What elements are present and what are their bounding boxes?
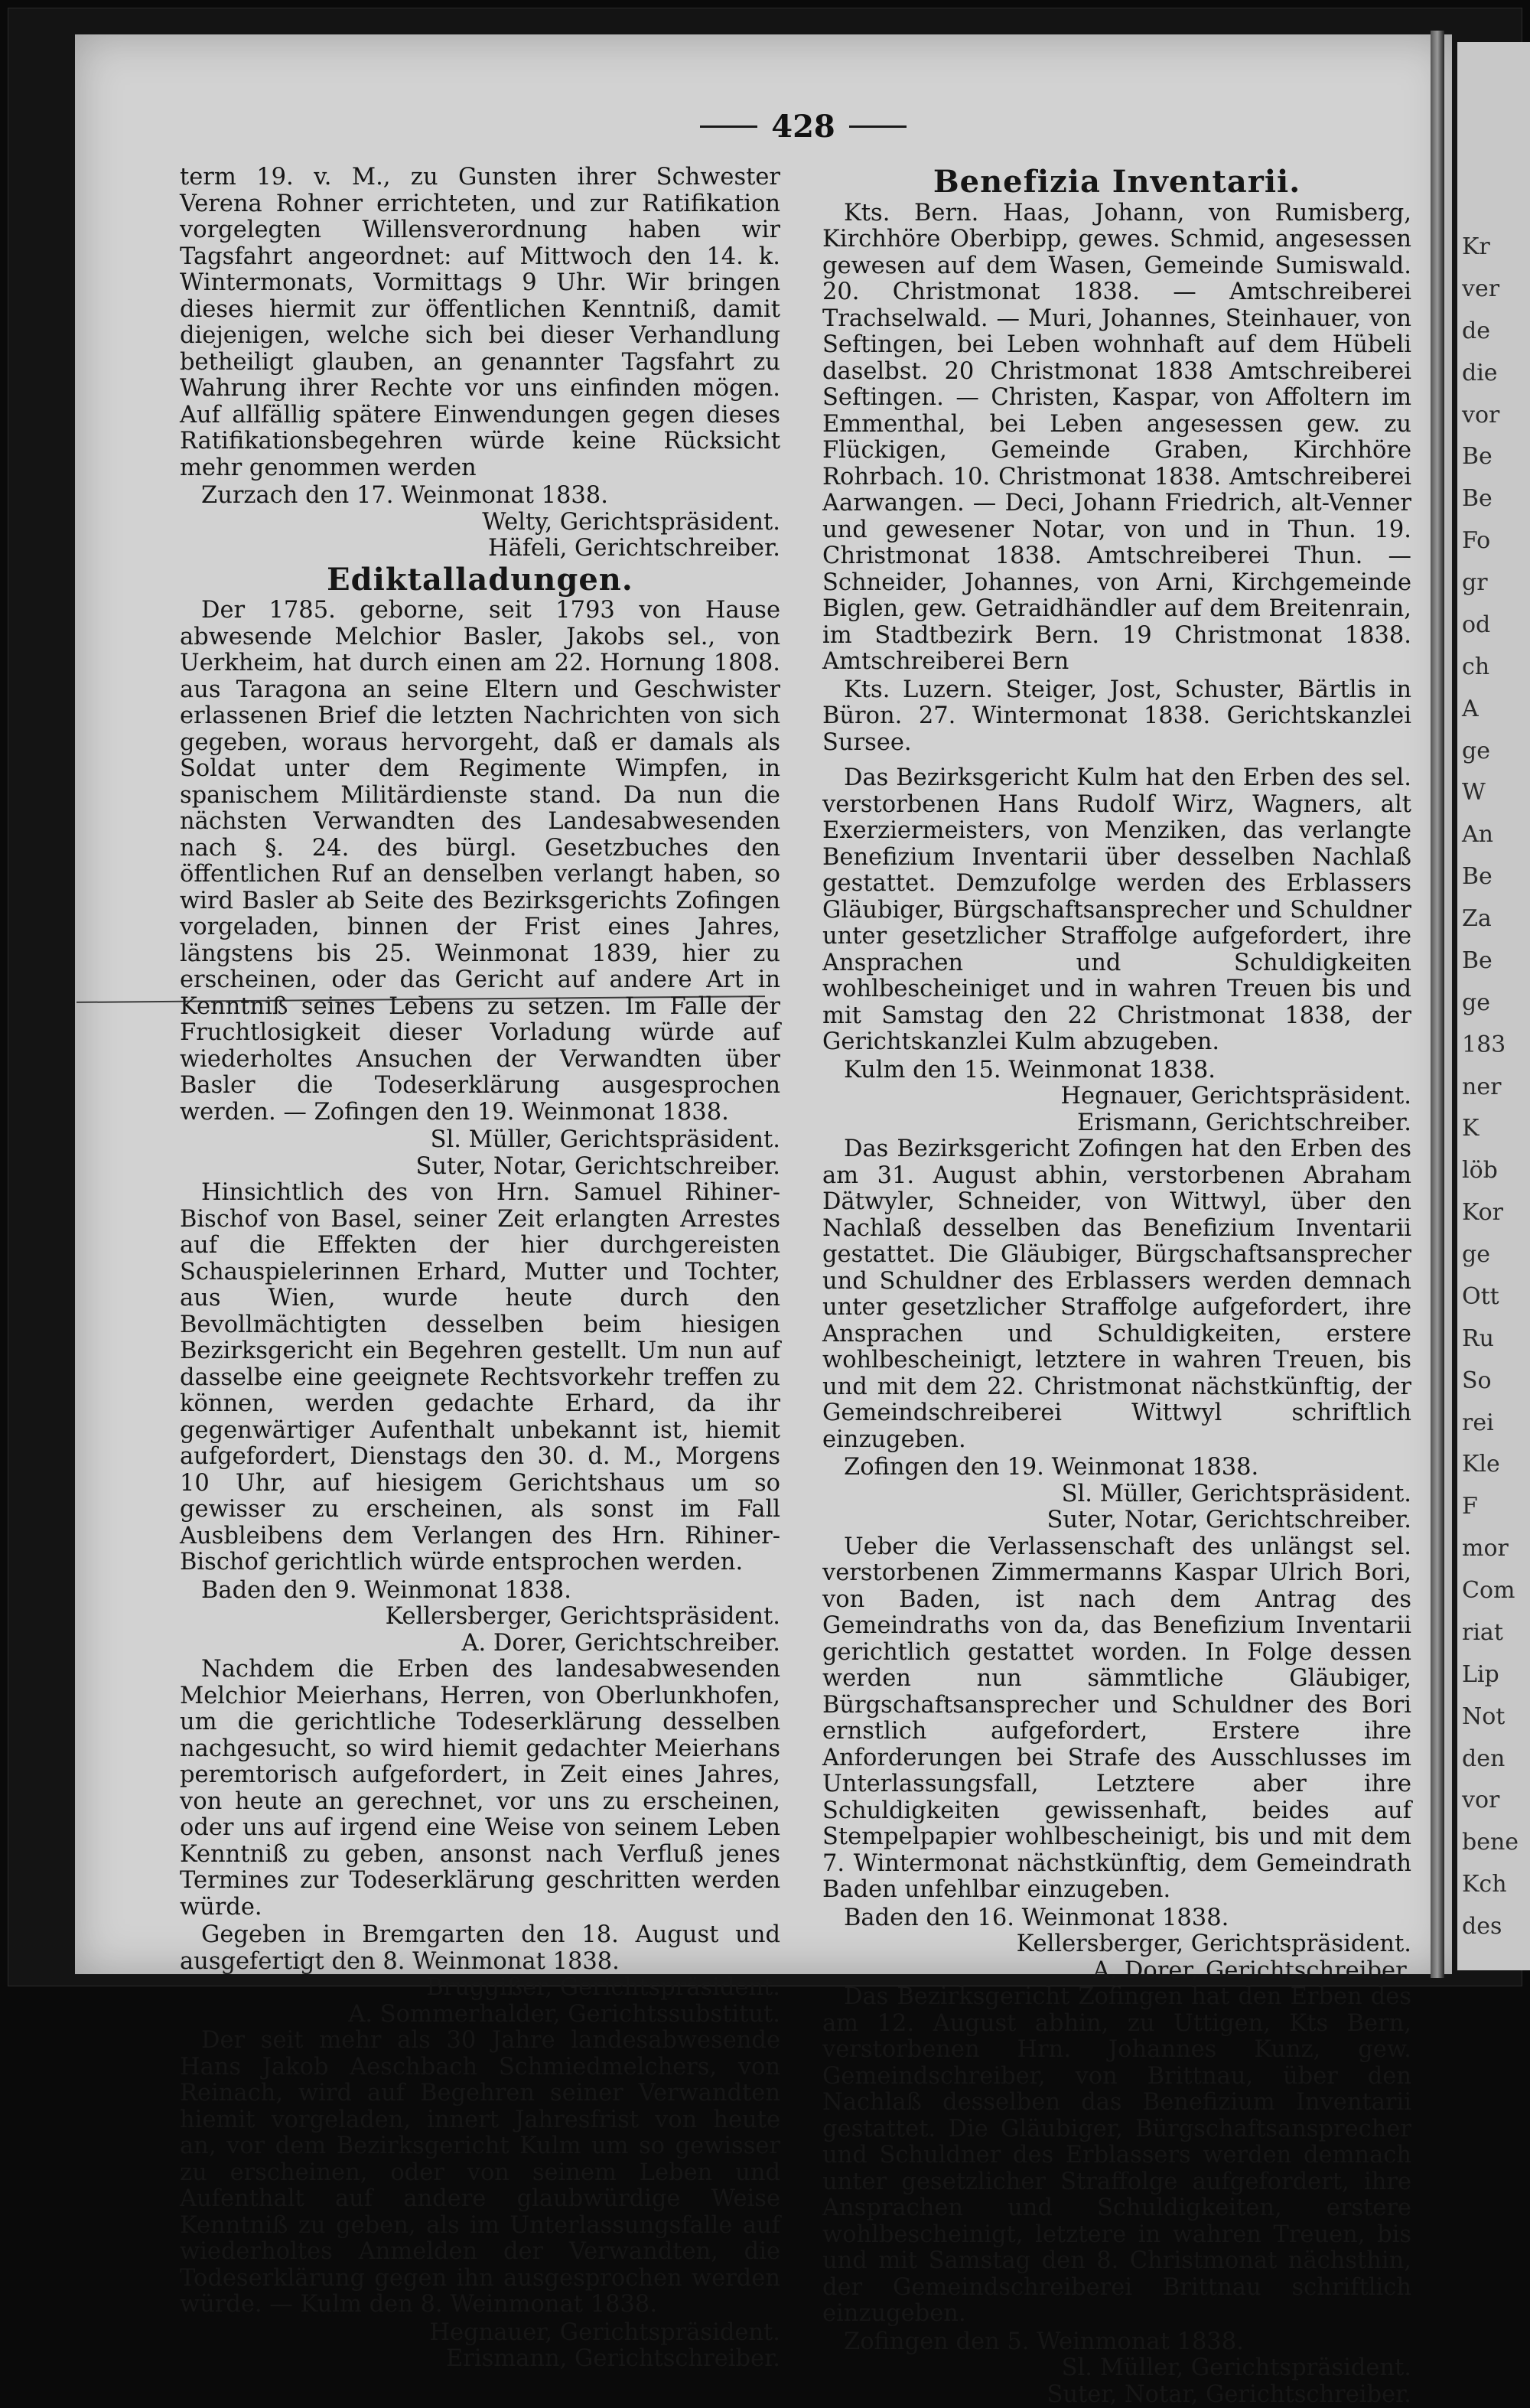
signature: Erismann, Gerichtschreiber. <box>822 1110 1411 1137</box>
notice-date: Kulm den 15. Weinmonat 1838. <box>822 1057 1411 1084</box>
signature: Hegnauer, Gerichtspräsident. <box>180 2320 780 2347</box>
signature: Sl. Müller, Gerichtspräsident. <box>822 2355 1411 2382</box>
notice-ratification: term 19. v. M., zu Gunsten ihrer Schwester Verena Rohner errichteten, und zur Ratifikation vorgelegten Willensverordnung haben wir Tagsfahrt angeordnet: auf Mittwoch den 14. k. Wintermonats, Vormittags 9 Uhr. Wir bringen dieses hiermit zur öffentlichen Kenntniß, damit diejenigen, welche sich bei dieser Verhandlung betheiligt glauben, an genannter Tagsfahrt zu Wahrung ihrer Rechte vor uns einfinden mögen. Auf allfällig spätere Einwendungen gegen dieses Ratifikationsbegehren würde keine Rücksicht mehr genommen werden <box>180 165 780 481</box>
adjacent-page-fragment: 183 <box>1462 1031 1506 1058</box>
adjacent-page-fragment: Kch <box>1462 1871 1507 1898</box>
signature: A. Dorer, Gerichtschreiber. <box>822 1958 1411 1985</box>
adjacent-page-fragment: W <box>1462 779 1486 806</box>
notice-date: Baden den 9. Weinmonat 1838. <box>180 1578 780 1605</box>
adjacent-page-fragment: ch <box>1462 653 1489 680</box>
adjacent-page-fragment: ge <box>1462 738 1490 764</box>
adjacent-page-fragment: ge <box>1462 989 1490 1016</box>
left-column <box>180 165 780 2373</box>
notice-erhard: Hinsichtlich des von Hrn. Samuel Rihiner-Bischof von Basel, seiner Zeit erlangten Arrestes auf die Effekten der hier durchgereisten Schauspielerinnen Erhard, Mutter und Tochter, aus Wien, wurde heute durch den Bevollmächtigten desselben beim hiesigen Bezirksgericht ein Begehren gestellt. Um nun auf dasselbe eine geeignete Rechtsvorkehr treffen zu können, werden gedachte Erhard, da ihr gegenwärtiger Aufenthalt unbekannt ist, hiemit aufgefordert, Dienstags den 30. d. M., Morgens 10 Uhr, auf hiesigem Gerichtshaus um so gewisser zu erscheinen, als sonst im Fall Ausbleibens dem Verlangen des Hrn. Rihiner-Bischof gerichtlich würde entsprochen werden. <box>180 1180 780 1576</box>
adjacent-page-fragment: den <box>1462 1745 1505 1772</box>
adjacent-page-strip <box>1457 42 1530 1970</box>
adjacent-page-fragment: mor <box>1462 1535 1509 1562</box>
adjacent-page-fragment: löb <box>1462 1157 1498 1184</box>
signature: Kellersberger, Gerichtspräsident. <box>822 1931 1411 1958</box>
section-heading-benefizia: Benefizia Inventarii. <box>822 169 1411 196</box>
adjacent-page-fragment: Kr <box>1462 233 1490 260</box>
adjacent-page-fragment: od <box>1462 611 1490 638</box>
adjacent-page-fragment: Com <box>1462 1577 1515 1604</box>
signature: Sl. Müller, Gerichtspräsident. <box>822 1481 1411 1508</box>
signature: Hegnauer, Gerichtspräsident. <box>822 1083 1411 1110</box>
notice-bern-list: Kts. Bern. Haas, Johann, von Rumisberg, Kirchhöre Oberbipp, gewes. Schmid, angesessen gewesen auf dem Wasen, Gemeinde Sumiswald. 20. Christmonat 1838. — Amtschreiberei Trachselwald. — Muri, Johannes, Steinhauer, von Seftingen, bei Leben wohnhaft auf dem Hübeli daselbst. 20 Christmonat 1838 Amtschreiberei Seftingen. — Christen, Kaspar, von Affoltern im Emmenthal, bei Leben angesessen gew. zu Flückigen, Gemeinde Graben, Kirchhöre Rohrbach. 10. Christmonat 1838. Amtschreiberei Aarwangen. — Deci, Johann Friedrich, alt-Venner und gewesener Notar, von und in Thun. 19. Christmonat 1838. Amtschreiberei Thun. — Schneider, Johannes, von Arni, Kirchgemeinde Biglen, gew. Getraidhändler auf dem Breitenrain, im Stadtbezirk Bern. 19 Christmonat 1838. Amtschreiberei Bern <box>822 200 1411 676</box>
notice-daetwyler: Das Bezirksgericht Zofingen hat den Erben des am 31. August abhin, verstorbenen Abraham Dätwyler, Schneider, von Wittwyl, über den Nachlaß desselben das Benefizium Inventarii gestattet. Die Gläubiger, Bürgschaftsansprecher und Schuldner des Erblassers werden demnach unter gesetzlicher Straffolge aufgefordert, ihre Ansprachen und Schuldigkeiten, erstere wohlbescheinigt, letztere in wahren Treuen, bis und mit dem 22. Christmonat nächstkünftig, der Gemeindschreiberei Wittwyl schriftlich einzugeben. <box>822 1136 1411 1453</box>
adjacent-page-fragment: Kle <box>1462 1451 1500 1478</box>
adjacent-page-fragment: vor <box>1462 402 1499 428</box>
adjacent-page-fragment: vor <box>1462 1787 1499 1813</box>
adjacent-page-fragment: die <box>1462 360 1498 386</box>
signature: Suter, Notar, Gerichtschreiber. <box>822 1507 1411 1534</box>
notice-basler: Der 1785. geborne, seit 1793 von Hause abwesende Melchior Basler, Jakobs sel., von Uerkheim, hat durch einen am 22. Hornung 1808. aus Taragona an seine Eltern und Geschwister erlassenen Brief die letzten Nachrichten von sich gegeben, woraus hervorgeht, daß er damals als Soldat unter dem Regimente Wimpfen, in spanischem Militärdienste stand. Da nun die nächsten Verwandten des Landesabwesenden nach §. 24. des bürgl. Gesetzbuches den öffentlichen Ruf an denselben verlangt haben, so wird Basler ab Seite des Bezirksgerichts Zofingen vorgeladen, binnen der Frist eines Jahres, längstens bis 25. Weinmonat 1839, hier zu erscheinen, oder das Gericht auf andere Art in Kenntniß seines Lebens zu setzen. Im Falle der Fruchtlosigkeit dieser Vorladung würde auf wiederholtes Ansuchen der Verwandten über Basler die Todeserklärung ausgesprochen werden. — Zofingen den 19. Weinmonat 1838. <box>180 598 780 1126</box>
adjacent-page-fragment: des <box>1462 1913 1502 1940</box>
adjacent-page-fragment: Be <box>1462 947 1493 974</box>
adjacent-page-fragment: bene <box>1462 1829 1519 1856</box>
page-number-text: 428 <box>771 109 835 145</box>
right-column <box>822 165 1411 2408</box>
adjacent-page-fragment: Be <box>1462 443 1493 470</box>
notice-luzern: Kts. Luzern. Steiger, Jost, Schuster, Bärtlis in Büron. 27. Wintermonat 1838. Gerichtskanzlei Sursee. <box>822 677 1411 757</box>
adjacent-page-fragment: de <box>1462 318 1490 344</box>
adjacent-page-fragment: ver <box>1462 275 1499 302</box>
notice-kunz: Das Bezirksgericht Zofingen hat den Erben des am 12. August abhin, zu Uttigen, Kts Bern, verstorbenen Hrn. Johannes Kunz, gew. Gemeindschreiber, von Brittnau, über den Nachlaß desselben das Benefizium Inventarii gestattet. Die Gläubiger, Bürgschaftsansprecher und Schuldner des Erblassers werden demnach unter gesetzlicher Straffolge aufgefordert, ihre Ansprachen und Schuldigkeiten, erstere wohlbescheinigt, letztere in wahren Treuen, bis und mit Samstag den 8. Christmonat nächsthin, der Gemeindschreiberei Brittnau schriftlich einzugeben. <box>822 1984 1411 2328</box>
adjacent-page-fragment: Lip <box>1462 1661 1499 1688</box>
signature: Häfeli, Gerichtschreiber. <box>180 536 780 562</box>
signature: A. Dorer, Gerichtschreiber. <box>180 1631 780 1657</box>
adjacent-page-fragment: Be <box>1462 485 1493 512</box>
signature: A. Sommerhalder, Gerichtssubstitut. <box>180 2002 780 2028</box>
notice-date: Gegeben in Bremgarten den 18. August und ausgefertigt den 8. Weinmonat 1838. <box>180 1922 780 1975</box>
adjacent-page-fragment: An <box>1462 821 1493 848</box>
adjacent-page-fragment: Ru <box>1462 1325 1494 1352</box>
notice-bori: Ueber die Verlassenschaft des unlängst sel. verstorbenen Zimmermanns Kaspar Ulrich Bori, von Baden, ist nach dem Antrag des Gemeindraths von da, das Benefizium Inventarii gerichtlich gestattet worden. In Folge dessen werden nun sämmtliche Gläubiger, Bürgschaftsansprecher und Schuldner des Bori ernstlich aufgefordert, Erstere ihre Anforderungen bei Strafe des Ausschlusses im Unterlassungsfall, Letztere aber ihre Schuldigkeiten gewissenhaft, beides auf Stempelpapier wohlbescheinigt, bis und mit dem 7. Wintermonat nächstkünftig, dem Gemeindrath Baden unfehlbar einzugeben. <box>822 1534 1411 1904</box>
notice-date: Zurzach den 17. Weinmonat 1838. <box>180 483 780 510</box>
signature: Welty, Gerichtspräsident. <box>180 510 780 536</box>
page-fold-edge <box>1431 31 1444 1978</box>
signature: Suter, Notar, Gerichtschreiber. <box>822 2382 1411 2408</box>
notice-wirz: Das Bezirksgericht Kulm hat den Erben des sel. verstorbenen Hans Rudolf Wirz, Wagners, alt Exerziermeisters, von Menziken, das verlangte Benefizium Inventarii über desselben Nachlaß gestattet. Demzufolge werden des Erblassers Gläubiger, Bürgschaftsansprecher und Schuldner unter gesetzlicher Straffolge aufgefordert, ihre Ansprachen und Schuldigkeiten wohlbescheiniget und in wahren Treuen bis und mit Samstag den 22 Christmonat 1838, der Gerichtskanzlei Kulm abzugeben. <box>822 765 1411 1056</box>
adjacent-page-fragment: ner <box>1462 1074 1501 1100</box>
signature: Suter, Notar, Gerichtschreiber. <box>180 1154 780 1181</box>
page-number-rule-left <box>700 125 757 128</box>
adjacent-page-fragment: A <box>1462 696 1479 722</box>
adjacent-page-fragment: Kor <box>1462 1199 1503 1226</box>
signature: Sl. Müller, Gerichtspräsident. <box>180 1127 780 1154</box>
adjacent-page-fragment: Not <box>1462 1703 1505 1730</box>
adjacent-page-fragment: So <box>1462 1367 1492 1394</box>
signature: Kellersberger, Gerichtspräsident. <box>180 1604 780 1631</box>
page-number <box>700 107 907 145</box>
notice-date: Baden den 16. Weinmonat 1838. <box>822 1905 1411 1932</box>
adjacent-page-fragment: gr <box>1462 569 1488 596</box>
notice-aeschbach: Der seit mehr als 30 Jahre landesabwesende Hans Jakob Aeschbach Schmiedmelchers, von Reinach, wird auf Begehren seiner Verwandten hiemit vorgeladen, innert Jahresfrist von heute an, vor dem Bezirksgericht Kulm um so gewisser zu erscheinen, oder von seinem Leben und Aufenthalt auf andere glaubwürdige Weise Kenntniß zu geben, als im Unterlassungsfalle auf wiederholtes Anmelden der Verwandten, die Todeserklärung gegen ihn ausgesprochen werden würde. — Kulm den 8. Weinmonat 1838. <box>180 2028 780 2318</box>
notice-meierhans: Nachdem die Erben des landesabwesenden Melchior Meierhans, Herren, von Oberlunkhofen, um die gerichtliche Todeserklärung desselben nachgesucht, so wird hiemit gedachter Meierhans peremtorisch aufgefordert, in Zeit eines Jahres, von heute an gerechnet, vor uns zu erscheinen, oder uns auf irgend eine Weise von seinem Leben Kenntniß zu geben, ansonst nach Verfluß jenes Termines zur Todeserklärung geschritten werden würde. <box>180 1657 780 1921</box>
adjacent-page-fragment: rei <box>1462 1409 1494 1436</box>
adjacent-page-fragment: Ott <box>1462 1283 1499 1310</box>
adjacent-page-fragment: ge <box>1462 1241 1490 1268</box>
adjacent-page-fragment: Fo <box>1462 527 1490 554</box>
adjacent-page-fragment: K <box>1462 1115 1479 1142</box>
signature: Erismann, Gerichtschreiber. <box>180 2346 780 2373</box>
notice-date: Zofingen den 5. Weinmonat 1838. <box>822 2329 1411 2356</box>
notice-date: Zofingen den 19. Weinmonat 1838. <box>822 1455 1411 1481</box>
adjacent-page-fragment: Be <box>1462 863 1493 890</box>
signature: Bruggißer, Gerichtspräsident. <box>180 1975 780 2002</box>
adjacent-page-fragment: F <box>1462 1493 1478 1520</box>
adjacent-page-fragment: Za <box>1462 905 1492 932</box>
page-number-rule-right <box>849 125 907 128</box>
section-heading-ediktalladungen: Ediktalladungen. <box>180 567 780 594</box>
adjacent-page-fragment: riat <box>1462 1619 1503 1646</box>
